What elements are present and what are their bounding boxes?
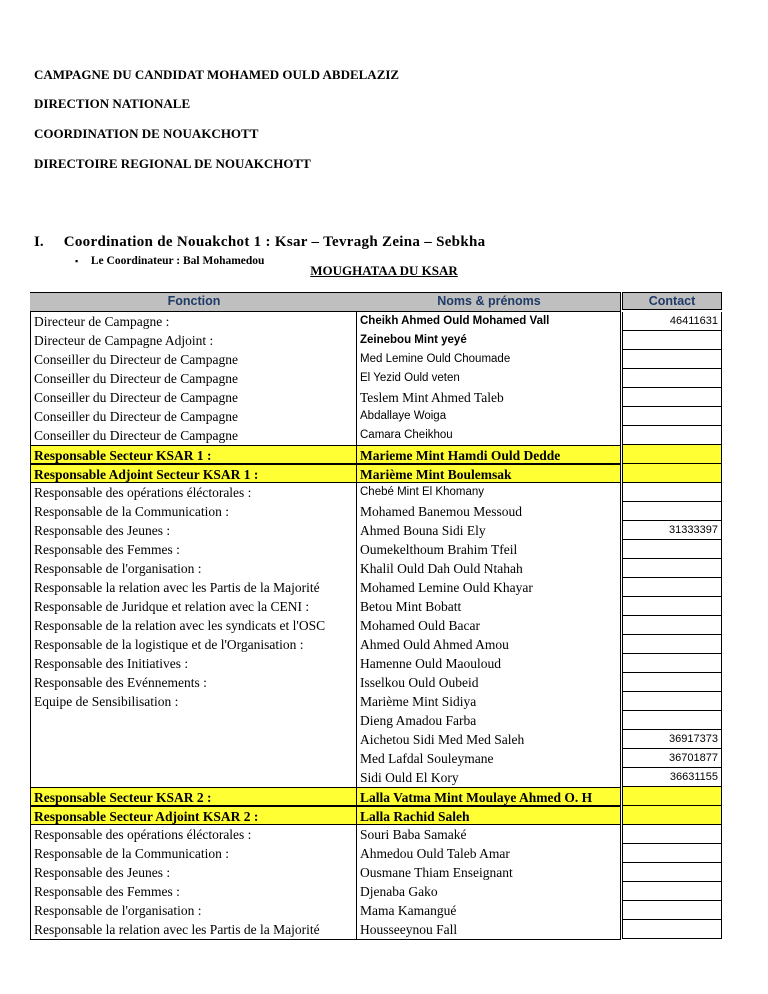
cell-nom: Chebé Mint El Khomany [356,483,621,502]
cell-nom: Ousmane Thiam Enseignant [356,863,621,882]
cell-nom: Djenaba Gako [356,882,621,901]
cell-nom: Mohamed Ould Bacar [356,616,621,635]
cell-fonction: Responsable des Evénnements : [30,673,358,692]
cell-contact [622,863,722,882]
cell-fonction: Responsable des Initiatives : [30,654,358,673]
cell-contact [622,692,722,711]
cell-fonction [30,711,358,730]
cell-contact [622,483,722,502]
cell-fonction: Responsable de la Communication : [30,502,358,521]
cell-nom: Zeinebou Mint yeyé [356,331,621,350]
cell-contact [622,711,722,730]
cell-contact [622,825,722,844]
column-header-noms: Noms & prénoms [437,294,541,308]
cell-nom: Dieng Amadou Farba [356,711,621,730]
cell-nom: Lalla Rachid Saleh [356,806,621,825]
cell-contact: 31333397 [622,521,722,540]
cell-nom: Ahmed Bouna Sidi Ely [356,521,621,540]
cell-fonction: Responsable des opérations éléctorales : [30,825,358,844]
column-header-contact: Contact [648,294,696,308]
cell-contact [622,426,722,445]
cell-contact [622,806,722,825]
cell-nom: Sidi Ould El Kory [356,768,621,787]
cell-nom: Housseeynou Fall [356,920,621,939]
cell-contact [622,502,722,521]
cell-fonction: Equipe de Sensibilisation : [30,692,358,711]
cell-fonction [30,749,358,768]
cell-contact [622,882,722,901]
header-line-campaign: CAMPAGNE DU CANDIDAT MOHAMED OULD ABDELAZIZ [34,67,400,82]
coordinator-text: Le Coordinateur : Bal Mohamedou [90,255,265,267]
cell-contact: 36631155 [622,768,722,787]
cell-nom: Marième Mint Boulemsak [356,464,621,483]
cell-nom: Aichetou Sidi Med Med Saleh [356,730,621,749]
cell-nom: Oumekelthoum Brahim Tfeil [356,540,621,559]
cell-fonction: Responsable des Jeunes : [30,521,358,540]
cell-fonction: Directeur de Campagne : [30,312,358,331]
cell-contact [622,369,722,388]
column-divider [620,292,621,939]
cell-nom: Mohamed Lemine Ould Khayar [356,578,621,597]
cell-nom: Khalil Ould Dah Ould Ntahah [356,559,621,578]
section-heading [34,234,485,251]
square-bullet-icon: ▪ [75,256,79,266]
cell-contact [622,787,722,806]
cell-fonction: Responsable Secteur KSAR 2 : [30,787,358,806]
cell-contact [622,464,722,483]
cell-fonction: Responsable Adjoint Secteur KSAR 1 : [30,464,358,483]
cell-nom: Marième Mint Sidiya [356,692,621,711]
cell-contact [622,559,722,578]
cell-nom: Camara Cheikhou [356,426,621,445]
cell-fonction: Responsable de la Communication : [30,844,358,863]
header-line-direction: DIRECTION NATIONALE [34,96,191,111]
cell-fonction: Responsable de la logistique et de l'Organisation : [30,635,358,654]
cell-nom: Abdallaye Woiga [356,407,621,426]
table-title: MOUGHATAA DU KSAR [310,263,458,278]
cell-fonction: Responsable de l'organisation : [30,559,358,578]
cell-contact [622,901,722,920]
cell-contact: 36701877 [622,749,722,768]
cell-nom: Med Lemine Ould Choumade [356,350,621,369]
cell-nom: Lalla Vatma Mint Moulaye Ahmed O. H [356,787,621,806]
cell-contact [622,578,722,597]
cell-contact [622,597,722,616]
cell-fonction: Responsable des Jeunes : [30,863,358,882]
cell-fonction: Conseiller du Directeur de Campagne [30,426,358,445]
cell-nom: Ahmed Ould Ahmed Amou [356,635,621,654]
cell-nom: El Yezid Ould veten [356,369,621,388]
cell-nom: Souri Baba Samaké [356,825,621,844]
cell-fonction [30,768,358,787]
header-line-directoire: DIRECTOIRE REGIONAL DE NOUAKCHOTT [34,156,311,171]
cell-contact [622,635,722,654]
cell-nom: Marieme Mint Hamdi Ould Dedde [356,445,621,464]
cell-nom: Isselkou Ould Oubeid [356,673,621,692]
cell-contact: 36917373 [622,730,722,749]
cell-nom: Mama Kamangué [356,901,621,920]
cell-nom: Med Lafdal Souleymane [356,749,621,768]
cell-contact [622,844,722,863]
cell-fonction: Responsable Secteur Adjoint KSAR 2 : [30,806,358,825]
cell-contact [622,388,722,407]
cell-contact [622,673,722,692]
cell-nom: Cheikh Ahmed Ould Mohamed Vall [356,312,621,331]
cell-fonction: Responsable la relation avec les Partis de la Majorité [30,920,358,939]
cell-fonction: Conseiller du Directeur de Campagne [30,350,358,369]
cell-nom: Hamenne Ould Maouloud [356,654,621,673]
section-title: Coordination de Nouakchot 1 : Ksar – Tevragh Zeina – Sebkha [63,234,486,250]
cell-fonction: Responsable des opérations éléctorales : [30,483,358,502]
cell-fonction: Conseiller du Directeur de Campagne [30,388,358,407]
cell-fonction: Conseiller du Directeur de Campagne [30,369,358,388]
cell-fonction: Responsable de la relation avec les syndicats et l'OSC [30,616,358,635]
cell-contact [622,616,722,635]
cell-contact [622,920,722,939]
cell-contact [622,654,722,673]
header-line-coordination: COORDINATION DE NOUAKCHOTT [34,126,259,141]
cell-fonction: Responsable des Femmes : [30,540,358,559]
cell-fonction: Responsable de l'organisation : [30,901,358,920]
cell-nom: Teslem Mint Ahmed Taleb [356,388,621,407]
cell-nom: Mohamed Banemou Messoud [356,502,621,521]
cell-fonction: Responsable la relation avec les Partis de la Majorité [30,578,358,597]
cell-contact [622,540,722,559]
cell-fonction: Responsable de Juridque et relation avec la CENI : [30,597,358,616]
cell-contact [622,331,722,350]
cell-contact: 46411631 [622,312,722,331]
table-bottom-border [30,939,621,940]
cell-contact [622,350,722,369]
cell-nom: Betou Mint Bobatt [356,597,621,616]
cell-fonction: Responsable des Femmes : [30,882,358,901]
section-number: I. [34,234,44,250]
cell-fonction: Directeur de Campagne Adjoint : [30,331,358,350]
cell-contact [622,407,722,426]
cell-fonction: Responsable Secteur KSAR 1 : [30,445,358,464]
cell-fonction: Conseiller du Directeur de Campagne [30,407,358,426]
column-header-fonction: Fonction [167,294,221,308]
cell-fonction [30,730,358,749]
cell-nom: Ahmedou Ould Taleb Amar [356,844,621,863]
cell-contact [622,445,722,464]
